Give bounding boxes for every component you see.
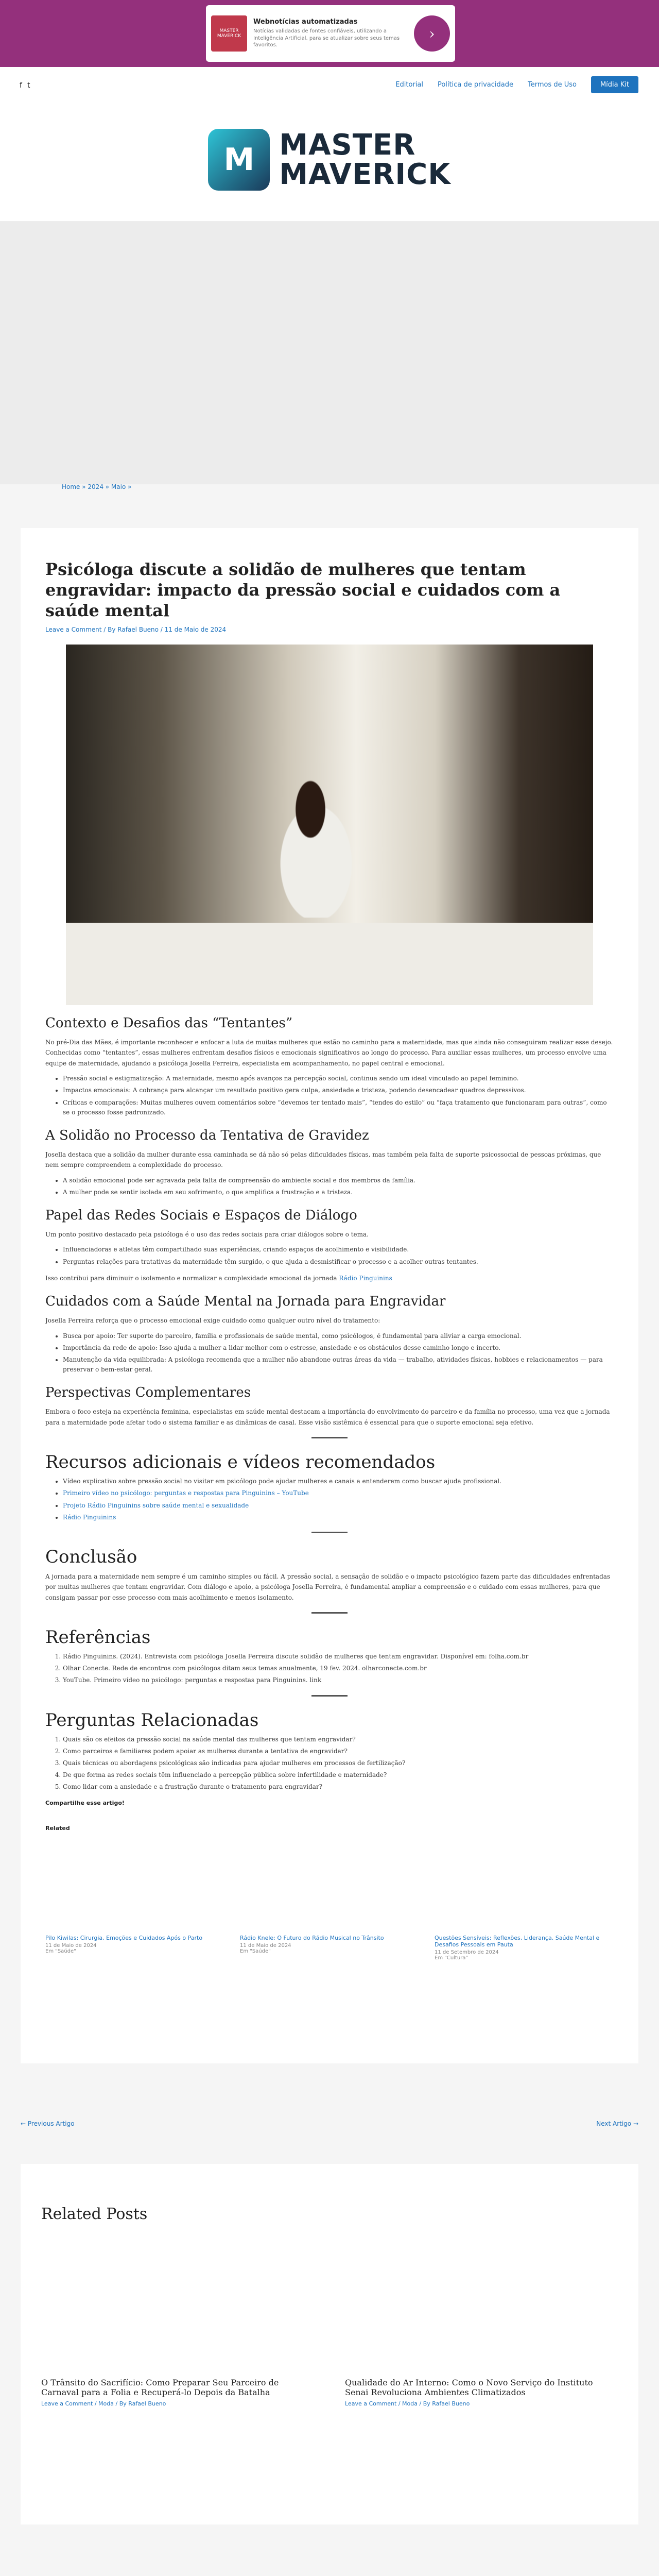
paragraph: No pré-Dia das Mães, é importante reconhecer e enfocar a luta de muitas mulheres que estão no caminho para a maternidade, mas que ainda não conseguiram realizar esse desejo. Conhecidas como “tentantes”, essas mulheres enfrentam desafios físicos e emocionais significativos ao longo do processo. Para auxiliar essas mulheres, um processo envolve uma equipe de maternidade, ajudando a psicóloga Josella Ferreira, especialista em acompanhamento, no papel central e emocional.: [45, 1039, 613, 1067]
nav-terms[interactable]: Termos de Uso: [527, 81, 577, 89]
list-item: • Busca por apoio: Ter suporte do parceiro, família e profissionais de saúde mental, como psicólogos, é fundamental para aliviar a carga emocional.: [63, 1331, 614, 1341]
ad-arrow-icon[interactable]: ›: [414, 15, 450, 52]
section-title: Perspectivas Complementares: [45, 1385, 251, 1401]
paragraph: A jornada para a maternidade nem sempre é um caminho simples ou fácil. A pressão social, a sensação de solidão e o impacto psicológico fazem parte das dificuldades enfrentadas por muitas mulheres que tentam engravidar. Com diálogo e apoio, a psicóloga Josella Ferreira, é fundamental ampliar a compreensão e o cuidado com essas mulheres, para que consigam passar por esse processo com mais acolhimento e menos isolamento.: [45, 1572, 611, 1601]
related-inline-item[interactable]: Questões Sensíveis: Reflexões, Liderança, Saúde Mental e Desafios Pessoais em Pauta 11 de Setembro de 2024 Em "Cultura": [435, 1934, 600, 1961]
facebook-icon[interactable]: f: [20, 81, 22, 90]
source-link[interactable]: Rádio Pinguinins: [339, 1274, 392, 1282]
related-inline: [45, 1935, 614, 1961]
list: [63, 1176, 614, 1197]
article: [21, 528, 638, 2063]
divider: [311, 1437, 348, 1438]
section-title: A Solidão no Processo da Tentativa de Gravidez: [45, 1127, 369, 1143]
list: [63, 1331, 614, 1375]
next-post-link[interactable]: Next Artigo →: [596, 2120, 638, 2127]
ad-card[interactable]: [206, 5, 455, 62]
logo-mark-icon: M: [208, 129, 270, 191]
list-item[interactable]: • Rádio Pinguinins: [63, 1513, 614, 1522]
share-label: Compartilhe esse artigo!: [45, 1799, 125, 1806]
related-inline-item[interactable]: Rádio Knele: O Futuro do Rádio Musical no Trânsito 11 de Maio de 2024 Em "Saúde": [240, 1934, 384, 1954]
reference-item: 2. Olhar Conecte. Rede de encontros com psicólogos ditam seus temas anualmente, 19 fev. 2024. olharconecte.com.br: [63, 1664, 614, 1673]
faq-item: 3. Quais técnicas ou abordagens psicológicas são indicadas para ajudar mulheres em processos de fertilização?: [63, 1758, 614, 1768]
related-posts-title: Related Posts: [41, 2205, 148, 2223]
nav-privacy[interactable]: Política de privacidade: [437, 81, 513, 89]
list: [63, 1074, 614, 1117]
section-title: Papel das Redes Sociais e Espaços de Diálogo: [45, 1208, 357, 1224]
faq-item: 1. Quais são os efeitos da pressão social na saúde mental das mulheres que tentam engravidar?: [63, 1735, 614, 1744]
article-title: Psicóloga discute a solidão de mulheres que tentam engravidar: impacto da pressão social e cuidados com a saúde mental: [45, 560, 561, 620]
breadcrumb[interactable]: Home » 2024 » Maio »: [62, 483, 132, 490]
references-list: [63, 1652, 614, 1686]
site-logo[interactable]: [175, 108, 484, 211]
paragraph: Josella Ferreira reforça que o processo emocional exige cuidado como qualquer outro nível do tratamento:: [45, 1317, 380, 1325]
ad-space: [0, 222, 659, 484]
divider: [311, 1532, 348, 1533]
paragraph: Um ponto positivo destacado pela psicóloga é o uso das redes sociais para criar diálogos sobre o tema.: [45, 1231, 369, 1239]
post-navigation: [21, 2120, 638, 2127]
ad-description: Notícias validadas de fontes confiáveis, utilizando a Inteligência Artificial, para se atualizar sobre seus temas favoritos.: [253, 28, 400, 48]
top-ad-banner: [0, 0, 659, 67]
list-item: • Impactos emocionais: A cobrança para alcançar um resultado positivo gera culpa, ansiedade e tristeza, podendo desencadear quadros depressivos.: [63, 1086, 614, 1095]
list-item: • A mulher pode se sentir isolada em seu sofrimento, o que amplifica a frustração e a tristeza.: [63, 1188, 614, 1197]
related-label: Related: [45, 1824, 70, 1832]
logo-line1: MASTER: [279, 128, 416, 162]
related-post[interactable]: O Trânsito do Sacrifício: Como Preparar Seu Parceiro de Carnaval para a Folia e Recuperá-lo Depois da Batalha Leave a Comment / Moda / By Rafael Bueno: [41, 2378, 279, 2407]
main-nav: [395, 76, 638, 93]
list-item: • Influenciadoras e atletas têm compartilhado suas experiências, criando espaços de acolhimento e visibilidade.: [63, 1245, 614, 1255]
twitter-icon[interactable]: t: [27, 81, 30, 90]
list-item: • Pressão social e estigmatização: A maternidade, mesmo após avanços na percepção social, continua sendo um ideal vinculado ao papel feminino.: [63, 1074, 614, 1083]
related-inline-item[interactable]: Pilo Kiwilas: Cirurgia, Emoções e Cuidados Após o Parto 11 de Maio de 2024 Em "Saúde": [45, 1934, 203, 1954]
section-title: Conclusão: [45, 1546, 137, 1567]
list: [63, 1245, 614, 1266]
paragraph: Embora o foco esteja na experiência feminina, especialistas em saúde mental destacam a importância do envolvimento do parceiro e da família no processo, uma vez que a jornada para a maternidade pode afetar todo o sistema familiar e as dinâmicas de casal. Esse visão sistêmica é essencial para que o suporte emocional seja efetivo.: [45, 1408, 610, 1426]
nav-editorial[interactable]: Editorial: [395, 81, 423, 89]
article-meta[interactable]: Leave a Comment / By Rafael Bueno / 11 de Maio de 2024: [45, 626, 227, 633]
section-title: Referências: [45, 1627, 151, 1648]
faq-list: [63, 1735, 614, 1792]
faq-item: 4. De que forma as redes sociais têm influenciado a percepção pública sobre infertilidade e maternidade?: [63, 1770, 614, 1780]
list-item: • Importância da rede de apoio: Isso ajuda a mulher a lidar melhor com o estresse, ansiedade e os obstáculos desse caminho longo e incerto.: [63, 1343, 614, 1353]
social-links: [20, 81, 30, 90]
list-item: • Vídeo explicativo sobre pressão social no visitar em psicólogo pode ajudar mulheres e canais a entenderem como buscar ajuda profissional.: [63, 1477, 614, 1486]
hero-figure: [254, 763, 367, 918]
reference-item: 3. YouTube. Primeiro vídeo no psicólogo: perguntas e respostas para Pinguinins. link: [63, 1675, 614, 1685]
list-item[interactable]: • Projeto Rádio Pinguinins sobre saúde mental e sexualidade: [63, 1501, 614, 1511]
list-item: • A solidão emocional pode ser agravada pela falta de compreensão do ambiente social e dos membros da família.: [63, 1176, 614, 1185]
reference-item: 1. Rádio Pinguinins. (2024). Entrevista com psicóloga Josella Ferreira discute solidão de mulheres que tentam engravidar. Disponível em: folha.com.br: [63, 1652, 614, 1662]
hero-bed: [66, 923, 593, 1005]
related-posts: [21, 2164, 638, 2524]
faq-item: 2. Como parceiros e familiares podem apoiar as mulheres durante a tentativa de engravidar?: [63, 1747, 614, 1756]
list: [63, 1477, 614, 1522]
list-item: • Perguntas relações para tratativas da maternidade têm surgido, o que ajuda a desmistificar o processo e a acolher outras tentantes.: [63, 1257, 614, 1267]
section-title: Perguntas Relacionadas: [45, 1709, 259, 1731]
logo-line2: MAVERICK: [279, 158, 451, 191]
ad-title: Webnotícias automatizadas: [253, 18, 358, 26]
section-title: Contexto e Desafios das “Tentantes”: [45, 1015, 293, 1031]
section-title: Cuidados com a Saúde Mental na Jornada para Engravidar: [45, 1294, 446, 1310]
previous-post-link[interactable]: ← Previous Artigo: [21, 2120, 75, 2127]
divider: [311, 1612, 348, 1614]
list-item: • Manutenção da vida equilibrada: A psicóloga recomenda que a mulher não abandone outras áreas da vida — trabalho, atividades físicas, hobbies e relacionamentos — para preservar o bem-estar geral.: [63, 1355, 614, 1375]
paragraph: Isso contribui para diminuir o isolamento e normalizar a complexidade emocional da jornada Rádio Pinguinins: [45, 1274, 392, 1282]
section-title: Recursos adicionais e vídeos recomendados: [45, 1452, 436, 1473]
faq-item: 5. Como lidar com a ansiedade e a frustração durante o tratamento para engravidar?: [63, 1782, 614, 1792]
ad-thumbnail: MASTER MAVERICK: [211, 15, 247, 52]
paragraph: Josella destaca que a solidão da mulher durante essa caminhada se dá não só pelas dificuldades físicas, mas também pela falta de suporte psicossocial de pessoas próximas, que nem sempre compreendem a complexidade do processo.: [45, 1150, 601, 1169]
list-item[interactable]: • Primeiro vídeo no psicólogo: perguntas e respostas para Pinguinins – YouTube: [63, 1488, 614, 1498]
divider: [311, 1695, 348, 1697]
list-item: • Críticas e comparações: Muitas mulheres ouvem comentários sobre “devemos ter tentado mais”, “tendes do estilo” ou “faça tratamento que funcionaram para outras”, como se o processo fosse padronizado.: [63, 1098, 614, 1117]
media-kit-button[interactable]: Mídia Kit: [591, 76, 638, 93]
hero-image: [66, 645, 593, 1005]
related-post[interactable]: Qualidade do Ar Interno: Como o Novo Serviço do Instituto Senai Revoluciona Ambientes Climatizados Leave a Comment / Moda / By Rafael Bueno: [345, 2378, 593, 2407]
site-header: [0, 67, 659, 222]
